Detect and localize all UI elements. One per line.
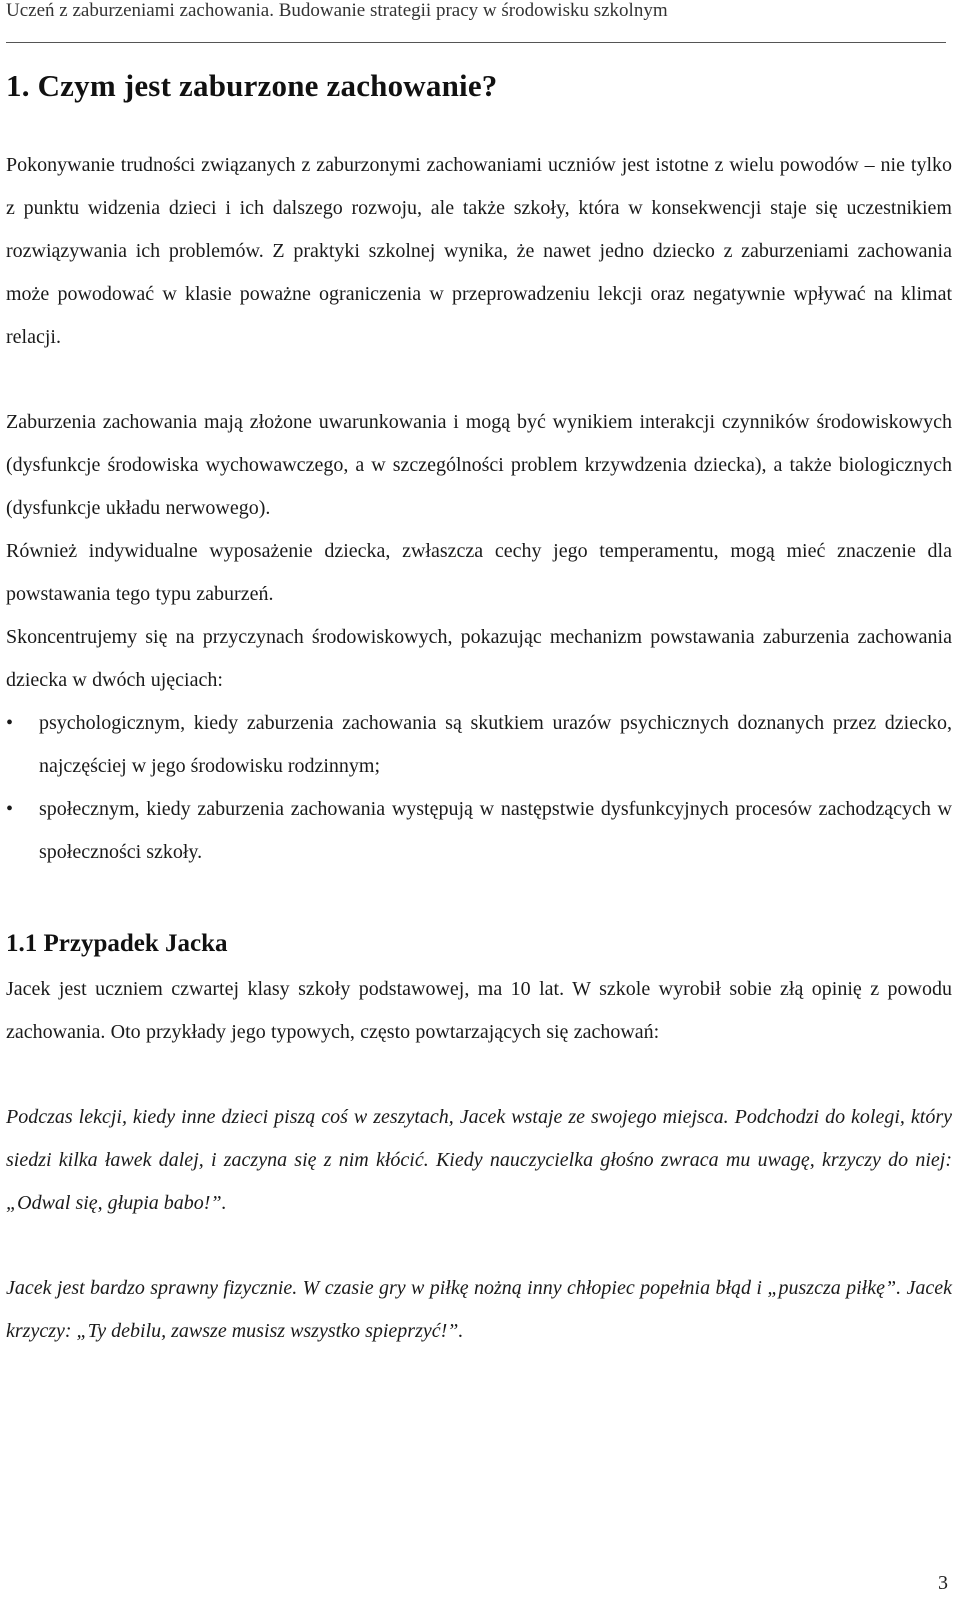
bullet-text: społecznym, kiedy zaburzenia zachowania występują w następstwie dysfunkcyjnych procesów zachodzących w społeczności szkoły. xyxy=(39,798,952,863)
bullet-list xyxy=(6,702,952,874)
bullet-dot-icon: • xyxy=(6,712,14,734)
page-number: 3 xyxy=(938,1572,948,1594)
paragraph-causes: Zaburzenia zachowania mają złożone uwarunkowania i mogą być wynikiem interakcji czynników środowiskowych (dysfunkcje środowiska wychowawczego, a w szczególności problem krzywdzenia dziecka), a także biologicznych (dysfunkcje układu nerwowego). xyxy=(6,411,952,519)
bullet-text: psychologicznym, kiedy zaburzenia zachowania są skutkiem urazów psychicznych doznanych przez dziecko, najczęściej w jego środowisku rodzinnym; xyxy=(39,712,952,777)
section-title: 1. Czym jest zaburzone zachowanie? xyxy=(6,68,498,103)
case-example-lesson: Podczas lekcji, kiedy inne dzieci piszą coś w zeszytach, Jacek wstaje ze swojego miejsca. Podchodzi do kolegi, który siedzi kilka ławek dalej, i zaczyna się z nim kłócić. Kiedy nauczycielka głośno zwraca mu uwagę, krzyczy do niej: „Odwal się, głupia babo!”. xyxy=(6,1106,952,1214)
page-content xyxy=(6,66,952,1353)
subsection-title: 1.1 Przypadek Jacka xyxy=(6,930,228,957)
paragraph-temperament: Również indywidualne wyposażenie dziecka, zwłaszcza cechy jego temperamentu, mogą mieć znaczenie dla powstawania tego typu zaburzeń. xyxy=(6,540,952,605)
bullet-item-psychological xyxy=(6,702,952,788)
bullet-dot-icon: • xyxy=(6,798,14,820)
case-example-football: Jacek jest bardzo sprawny fizycznie. W czasie gry w piłkę nożną inny chłopiec popełnia błąd i „puszcza piłkę”. Jacek krzyczy: „Ty debilu, zawsze musisz wszystko spieprzyć!”. xyxy=(6,1277,952,1342)
paragraph-case-intro: Jacek jest uczniem czwartej klasy szkoły podstawowej, ma 10 lat. W szkole wyrobił sobie złą opinię z powodu zachowania. Oto przykłady jego typowych, często powtarzających się zachowań: xyxy=(6,978,952,1043)
paragraph-focus: Skoncentrujemy się na przyczynach środowiskowych, pokazując mechanizm powstawania zaburzenia zachowania dziecka w dwóch ujęciach: xyxy=(6,626,952,691)
bullet-item-social xyxy=(6,788,952,874)
header-divider xyxy=(6,42,946,43)
running-header: Uczeń z zaburzeniami zachowania. Budowanie strategii pracy w środowisku szkolnym xyxy=(6,0,668,21)
paragraph-intro: Pokonywanie trudności związanych z zaburzonymi zachowaniami uczniów jest istotne z wielu powodów – nie tylko z punktu widzenia dzieci i ich dalszego rozwoju, ale także szkoły, która w konsekwencji staje się uczestnikiem rozwiązywania ich problemów. Z praktyki szkolnej wynika, że nawet jedno dziecko z zaburzeniami zachowania może powodować w klasie poważne ograniczenia w przeprowadzeniu lekcji oraz negatywnie wpływać na klimat relacji. xyxy=(6,154,952,348)
